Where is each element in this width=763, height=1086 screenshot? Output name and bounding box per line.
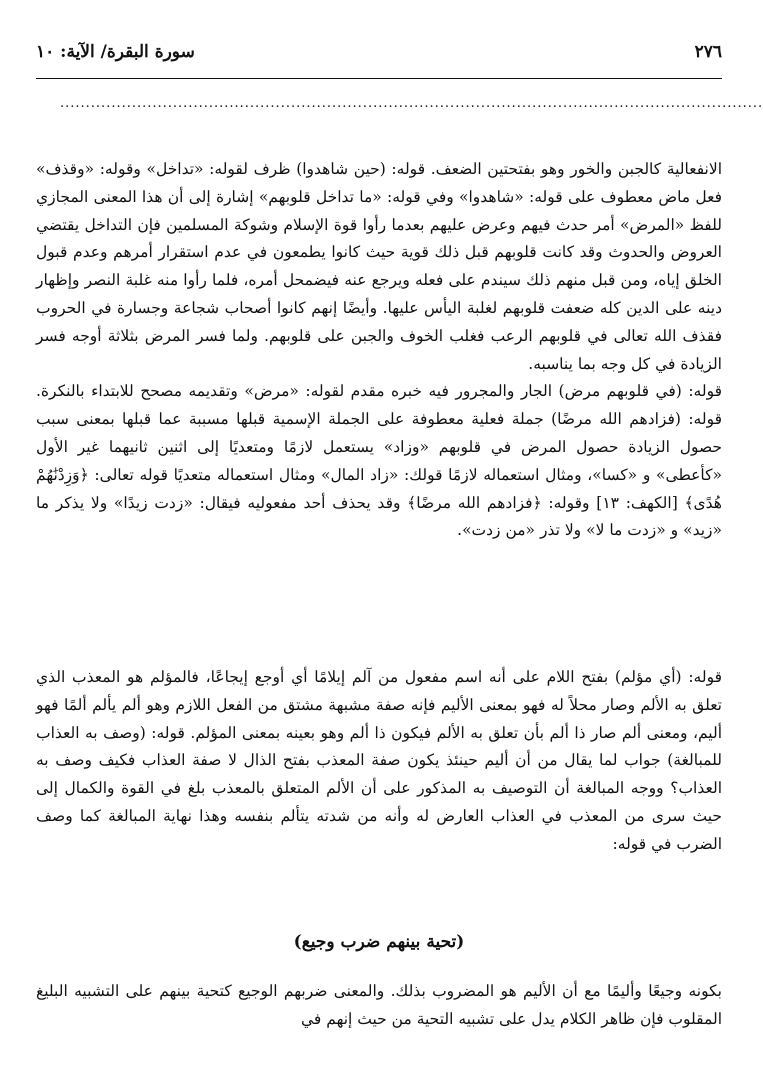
text-block-3 xyxy=(36,978,722,1034)
page-number: ٢٧٦ xyxy=(694,42,722,62)
paragraph: قوله: (أي مؤلم) بفتح اللام على أنه اسم مفعول من آلم إيلامًا أي أوجع إيجاعًا، فالمؤلم هو المعذب الذي تعلق به الألم وصار محلاً له فهو بمعنى الأليم فإنه صفة مشبهة مشتق من الفعل اللازم وهو ألم يألم ألمًا فهو أليم، ومعنى ألم صار ذا ألم بأن تعلق به الألم فيكون ذا ألم وهو بعينه بمعنى المؤلم. قوله: (وصف به العذاب للمبالغة) جواب لما يقال من أن أليم حينئذ يكون صفة المعذب بفتح الذال لا صفة العذاب فكيف وصف به العذاب؟ ووجه المبالغة أن التوصيف به المذكور على أن الألم المتعلق بالمعذب بلغ في القوة والكمال إلى حيث سرى من المعذب في العذاب العارض له وأنه من شدته يتألم بنفسه وهذا نهاية المبالغة كما وصف الضرب في قوله: xyxy=(36,668,722,853)
text-block-1 xyxy=(36,156,722,545)
paragraph: بكونه وجيعًا وأليمًا مع أن الأليم هو المضروب بذلك. والمعنى ضربهم الوجيع كتحية بينهم على التشبيه البليغ المقلوب فإن ظاهر الكلام يدل على تشبيه التحية من حيث إنهم في xyxy=(36,982,722,1028)
text-block-2 xyxy=(36,664,722,859)
surah-title: سورة البقرة/ الآية: ١٠ xyxy=(36,42,195,62)
paragraph: قوله: (في قلوبهم مرض) الجار والمجرور فيه خبره مقدم لقوله: «مرض» وتقديمه مصحح للابتداء بالنكرة. قوله: (فزادهم الله مرضًا) جملة فعلية معطوفة على الجملة الإسمية قبلها مسببة عما قبلها بمعنى سبب حصول الزيادة حصول المرض في قلوبهم «وزاد» يستعمل لازمًا ومتعديًا إلى اثنين ثانيهما غير الأول «كأعطى» و «كسا»، ومثال استعماله لازمًا قولك: «زاد المال» ومثال استعماله متعديًا قوله تعالى: ﴿وَزِدْنَٰهُمْ هُدًى﴾ [الكهف: ١٣] وقوله: ﴿فزادهم الله مرضًا﴾ وقد يحذف أحد مفعوليه فيقال: «زدت زيدًا» ولا يذكر ما «زيد» و «زدت ما لا» ولا تذر «من زدت». xyxy=(36,382,722,540)
header-rule xyxy=(36,78,722,79)
paragraph: الانفعالية كالجبن والخور وهو بفتحتين الضعف. قوله: (حين شاهدوا) ظرف لقوله: «تداخل» وقوله: «وقذف» فعل ماض معطوف على قوله: «شاهدوا» وفي قوله: «ما تداخل قلوبهم» إشارة إلى أن هذا المعنى المجازي للفظ «المرض» أمر حدث فيهم وعرض عليهم بعدما رأوا قوة الإسلام وشوكة المسلمين فإن التداخل يقتضي العروض والحدوث وقد كانت قلوبهم قبل ذلك قوية حيث كانوا يطمعون في عدم استقرار أمرهم وعدم قبول الخلق إياه، ومن قبل منهم ذلك سيندم على فعله ويرجع عنه فيضمحل أمره، فلما رأوا منه غلبة النصر وإظهار دينه على الدين كله ضعفت قلوبهم لغلبة اليأس عليها. وأيضًا إنهم كانوا أصحاب شجاعة وجسارة في الحروب فقذف الله تعالى في قلوبهم الرعب فغلب الخوف والجبن على قلوبهم. ولما فسر المرض بثلاثة أوجه فسر الزيادة في كل وجه بما يناسبه. xyxy=(36,160,722,373)
page-header xyxy=(36,42,722,72)
dotted-separator: ......................................................................................................................................... xyxy=(60,96,763,111)
verse-quote: (تحية بينهم ضرب وجيع) xyxy=(293,932,465,952)
